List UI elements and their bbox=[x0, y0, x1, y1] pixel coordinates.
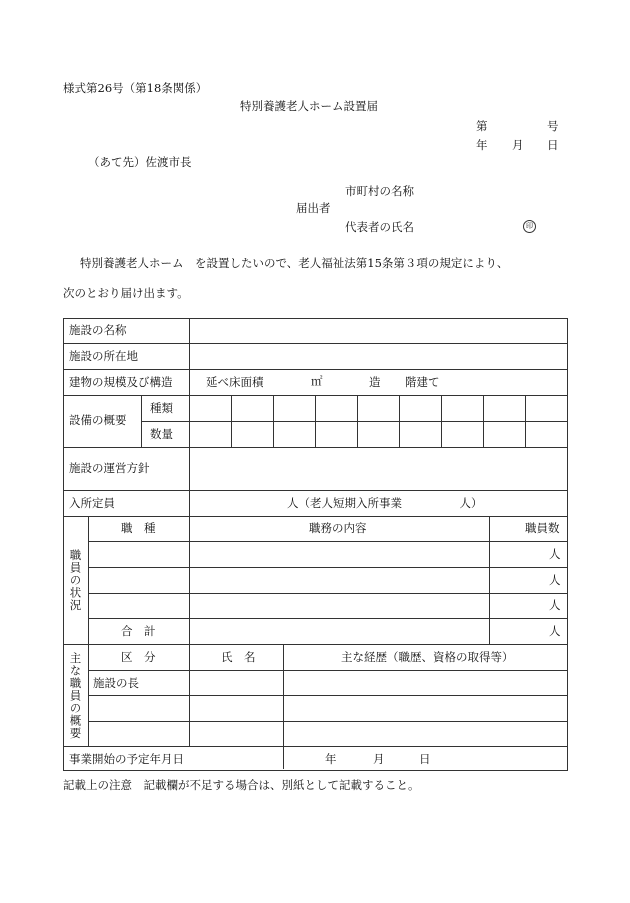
col-line bbox=[283, 644, 284, 769]
capacity-label: 入所定員 bbox=[69, 496, 115, 510]
row-line bbox=[88, 695, 568, 696]
structure-label: 造 bbox=[369, 375, 381, 389]
start-day: 日 bbox=[419, 752, 431, 766]
sqm-unit: ㎡ bbox=[311, 374, 323, 388]
col-line bbox=[441, 395, 442, 447]
person-unit: 人 bbox=[549, 624, 561, 638]
col-line bbox=[489, 516, 490, 644]
division-header: 区 分 bbox=[121, 650, 156, 664]
col-line bbox=[315, 395, 316, 447]
facility-location-label: 施設の所在地 bbox=[69, 349, 138, 363]
date-month: 月 bbox=[512, 138, 524, 152]
col-line bbox=[483, 395, 484, 447]
row-line bbox=[63, 369, 568, 370]
job-content-header: 職務の内容 bbox=[309, 521, 367, 535]
col-line bbox=[399, 395, 400, 447]
floors-label: 階建て bbox=[405, 375, 440, 389]
building-label: 建物の規模及び構造 bbox=[69, 375, 173, 389]
row-line bbox=[63, 746, 568, 747]
start-year: 年 bbox=[325, 752, 337, 766]
row-line bbox=[141, 421, 568, 422]
date-year: 年 bbox=[476, 138, 488, 152]
col-line bbox=[189, 644, 190, 746]
addressee: （あて先）佐渡市長 bbox=[88, 155, 192, 169]
name-header: 氏 名 bbox=[221, 650, 256, 664]
row-line bbox=[63, 490, 568, 491]
total-label: 合 計 bbox=[121, 624, 156, 638]
row-line bbox=[88, 567, 568, 568]
number-suffix: 号 bbox=[547, 119, 559, 133]
start-month: 月 bbox=[373, 752, 385, 766]
kind-label: 種類 bbox=[150, 401, 173, 415]
body-line-1: 特別養護老人ホーム を設置したいので、老人福祉法第15条第３項の規定により、 bbox=[80, 256, 509, 270]
person-unit: 人 bbox=[549, 573, 561, 587]
facility-name-label: 施設の名称 bbox=[69, 323, 127, 337]
start-date-label: 事業開始の予定年月日 bbox=[69, 752, 184, 766]
job-type-header: 職 種 bbox=[121, 521, 156, 535]
quantity-label: 数量 bbox=[150, 427, 173, 441]
form-number: 様式第26号（第18条関係） bbox=[63, 81, 208, 95]
col-line bbox=[189, 516, 190, 644]
row-line bbox=[63, 447, 568, 448]
col-line bbox=[88, 516, 89, 746]
row-line bbox=[63, 644, 568, 645]
date-day: 日 bbox=[547, 138, 559, 152]
row-line bbox=[63, 516, 568, 517]
notifier-label: 届出者 bbox=[296, 201, 331, 215]
body-line-2: 次のとおり届け出ます。 bbox=[63, 286, 189, 300]
number-prefix: 第 bbox=[476, 119, 488, 133]
col-line bbox=[231, 395, 232, 447]
row-line bbox=[88, 618, 568, 619]
person-unit: 人 bbox=[549, 598, 561, 612]
col-line bbox=[189, 318, 190, 516]
col-line bbox=[141, 395, 142, 447]
facility-head-label: 施設の長 bbox=[93, 676, 139, 690]
col-line bbox=[525, 395, 526, 447]
capacity-text: 人（老人短期入所事業 人） bbox=[287, 496, 483, 510]
footer-note: 記載上の注意 記載欄が不足する場合は、別紙として記載すること。 bbox=[63, 778, 420, 792]
floor-area-label: 延べ床面積 bbox=[206, 375, 264, 389]
staff-count-header: 職員数 bbox=[525, 521, 560, 535]
staff-status-label: 職員の状況 bbox=[68, 549, 83, 612]
career-header: 主な経歴（職歴、資格の取得等） bbox=[341, 650, 514, 664]
col-line bbox=[273, 395, 274, 447]
col-line bbox=[357, 395, 358, 447]
person-unit: 人 bbox=[549, 547, 561, 561]
representative-label: 代表者の氏名 bbox=[345, 220, 414, 234]
row-line bbox=[63, 343, 568, 344]
policy-label: 施設の運営方針 bbox=[69, 461, 150, 475]
document-title: 特別養護老人ホーム設置届 bbox=[240, 99, 378, 113]
main-staff-label: 主な職員の概要 bbox=[68, 652, 83, 740]
notification-form-table bbox=[63, 318, 568, 771]
row-line bbox=[88, 541, 568, 542]
row-line bbox=[88, 593, 568, 594]
row-line bbox=[88, 721, 568, 722]
seal-mark: 印 bbox=[523, 220, 536, 233]
municipality-label: 市町村の名称 bbox=[345, 184, 414, 198]
row-line bbox=[88, 670, 568, 671]
equipment-label: 設備の概要 bbox=[69, 413, 127, 427]
